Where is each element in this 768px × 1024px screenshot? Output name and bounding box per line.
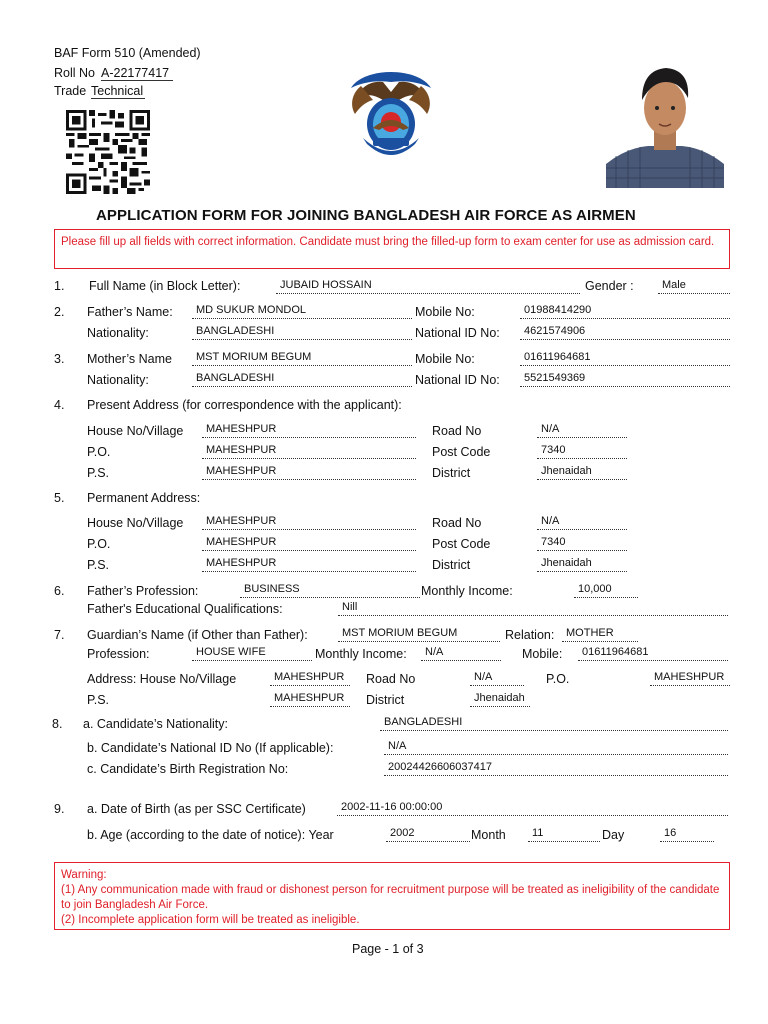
guardian-mobile-value: 01611964681: [578, 645, 728, 661]
gender-value: Male: [658, 278, 730, 294]
baf-emblem-icon: [343, 68, 439, 160]
age-day-value: 16: [660, 826, 714, 842]
present-district-label: District: [432, 466, 471, 480]
page-title: APPLICATION FORM FOR JOINING BANGLADESH AIR FORCE AS AIRMEN: [96, 207, 636, 224]
guardian-profession-label: Profession:: [87, 647, 150, 661]
permanent-po-label: P.O.: [87, 537, 111, 551]
candidate-nationality-value: BANGLADESHI: [380, 715, 728, 731]
father-name-value: MD SUKUR MONDOL: [192, 303, 412, 319]
present-address-heading: Present Address (for correspondence with the applicant):: [87, 398, 402, 412]
father-nid-label: National ID No:: [415, 326, 500, 340]
father-profession-label: Father’s Profession:: [87, 584, 199, 598]
permanent-po-value: MAHESHPUR: [202, 535, 416, 551]
warning-box: [54, 862, 730, 930]
present-postcode-value: 7340: [537, 443, 627, 459]
present-ps-label: P.S.: [87, 466, 110, 480]
trade-label: Trade: [54, 84, 87, 98]
permanent-ps-label: P.S.: [87, 558, 110, 572]
mother-name-label: Mother’s Name: [87, 352, 172, 366]
father-income-label: Monthly Income:: [421, 584, 513, 598]
full-name-value: JUBAID HOSSAIN: [276, 278, 580, 294]
present-po-value: MAHESHPUR: [202, 443, 416, 459]
section-8-number: 8.: [52, 717, 63, 731]
page-number: Page - 1 of 3: [352, 942, 424, 956]
guardian-name-label: Guardian’s Name (if Other than Father):: [87, 628, 308, 642]
mother-nid-value: 5521549369: [520, 371, 730, 387]
candidate-nid-value: N/A: [384, 739, 728, 755]
mother-name-value: MST MORIUM BEGUM: [192, 350, 412, 366]
relation-label: Relation:: [505, 628, 555, 642]
present-house-label: House No/Village: [87, 424, 184, 438]
dob-value: 2002-11-16 00:00:00: [337, 800, 728, 816]
mother-nationality-label: Nationality:: [87, 373, 149, 387]
permanent-ps-value: MAHESHPUR: [202, 556, 416, 572]
guardian-po-label: P.O.: [546, 672, 570, 686]
notice-text: Please fill up all fields with correct information. Candidate must bring the filled-up form to exam center for use as admission card.: [61, 236, 715, 248]
trade-value: Technical: [91, 84, 144, 98]
permanent-road-label: Road No: [432, 516, 482, 530]
father-nid-value: 4621574906: [520, 324, 730, 340]
permanent-house-label: House No/Village: [87, 516, 184, 530]
section-2-number: 2.: [54, 305, 65, 319]
notice-box: [54, 229, 730, 269]
guardian-road-value: N/A: [470, 670, 524, 686]
mother-nationality-value: BANGLADESHI: [192, 371, 412, 387]
guardian-ps-value: MAHESHPUR: [270, 691, 350, 707]
section-6-number: 6.: [54, 584, 65, 598]
section-1-number: 1.: [54, 279, 65, 293]
mother-nid-label: National ID No:: [415, 373, 500, 387]
guardian-name-value: MST MORIUM BEGUM: [338, 626, 500, 642]
section-3-number: 3.: [54, 352, 65, 366]
age-day-label: Day: [602, 828, 625, 842]
guardian-district-value: Jhenaidah: [470, 691, 530, 707]
qr-code-icon: [62, 110, 154, 194]
roll-value: A-22177417: [101, 66, 173, 81]
age-year-label: b. Age (according to the date of notice): Year: [87, 828, 334, 842]
birth-registration-label: c. Candidate’s Birth Registration No:: [87, 762, 289, 776]
permanent-postcode-label: Post Code: [432, 537, 491, 551]
guardian-income-label: Monthly Income:: [315, 647, 407, 661]
father-nationality-label: Nationality:: [87, 326, 149, 340]
dob-label: a. Date of Birth (as per SSC Certificate): [87, 802, 306, 816]
present-district-value: Jhenaidah: [537, 464, 627, 480]
guardian-address-label: Address: House No/Village: [87, 672, 237, 686]
father-name-label: Father’s Name:: [87, 305, 173, 319]
present-road-label: Road No: [432, 424, 482, 438]
present-house-value: MAHESHPUR: [202, 422, 416, 438]
full-name-label: Full Name (in Block Letter):: [89, 279, 241, 293]
present-po-label: P.O.: [87, 445, 111, 459]
father-education-label: Father's Educational Qualifications:: [87, 602, 283, 616]
guardian-address-value: MAHESHPUR: [270, 670, 350, 686]
guardian-road-label: Road No: [366, 672, 416, 686]
candidate-photo: [606, 52, 724, 188]
guardian-district-label: District: [366, 693, 405, 707]
permanent-house-value: MAHESHPUR: [202, 514, 416, 530]
permanent-address-heading: Permanent Address:: [87, 491, 201, 505]
guardian-income-value: N/A: [421, 645, 501, 661]
permanent-district-label: District: [432, 558, 471, 572]
permanent-road-value: N/A: [537, 514, 627, 530]
father-mobile-value: 01988414290: [520, 303, 730, 319]
roll-label: Roll No: [54, 66, 95, 80]
form-number: BAF Form 510 (Amended): [54, 46, 201, 60]
warning-title: Warning:: [61, 869, 107, 881]
warning-line-2: (2) Incomplete application form will be treated as ineligible.: [61, 914, 360, 926]
father-income-value: 10,000: [574, 582, 638, 598]
father-education-value: Nill: [338, 600, 728, 616]
mother-mobile-value: 01611964681: [520, 350, 730, 366]
age-month-label: Month: [471, 828, 506, 842]
gender-label: Gender :: [585, 279, 634, 293]
guardian-mobile-label: Mobile:: [522, 647, 563, 661]
father-profession-value: BUSINESS: [240, 582, 420, 598]
guardian-profession-value: HOUSE WIFE: [192, 645, 312, 661]
section-9-number: 9.: [54, 802, 65, 816]
relation-value: MOTHER: [562, 626, 638, 642]
father-nationality-value: BANGLADESHI: [192, 324, 412, 340]
father-mobile-label: Mobile No:: [415, 305, 475, 319]
guardian-ps-label: P.S.: [87, 693, 110, 707]
candidate-nid-label: b. Candidate’s National ID No (If applicable):: [87, 741, 334, 755]
candidate-nationality-label: a. Candidate’s Nationality:: [83, 717, 228, 731]
age-year-value: 2002: [386, 826, 470, 842]
present-postcode-label: Post Code: [432, 445, 491, 459]
section-5-number: 5.: [54, 491, 65, 505]
age-month-value: 11: [528, 826, 600, 842]
section-7-number: 7.: [54, 628, 65, 642]
mother-mobile-label: Mobile No:: [415, 352, 475, 366]
warning-line-1: (1) Any communication made with fraud or dishonest person for recruitment purpose will be treated as ineligibility of the candidate to join Bangladesh Air Force.: [61, 884, 720, 911]
birth-registration-value: 20024426606037417: [384, 760, 728, 776]
guardian-po-value: MAHESHPUR: [650, 670, 730, 686]
section-4-number: 4.: [54, 398, 65, 412]
permanent-postcode-value: 7340: [537, 535, 627, 551]
permanent-district-value: Jhenaidah: [537, 556, 627, 572]
present-road-value: N/A: [537, 422, 627, 438]
present-ps-value: MAHESHPUR: [202, 464, 416, 480]
